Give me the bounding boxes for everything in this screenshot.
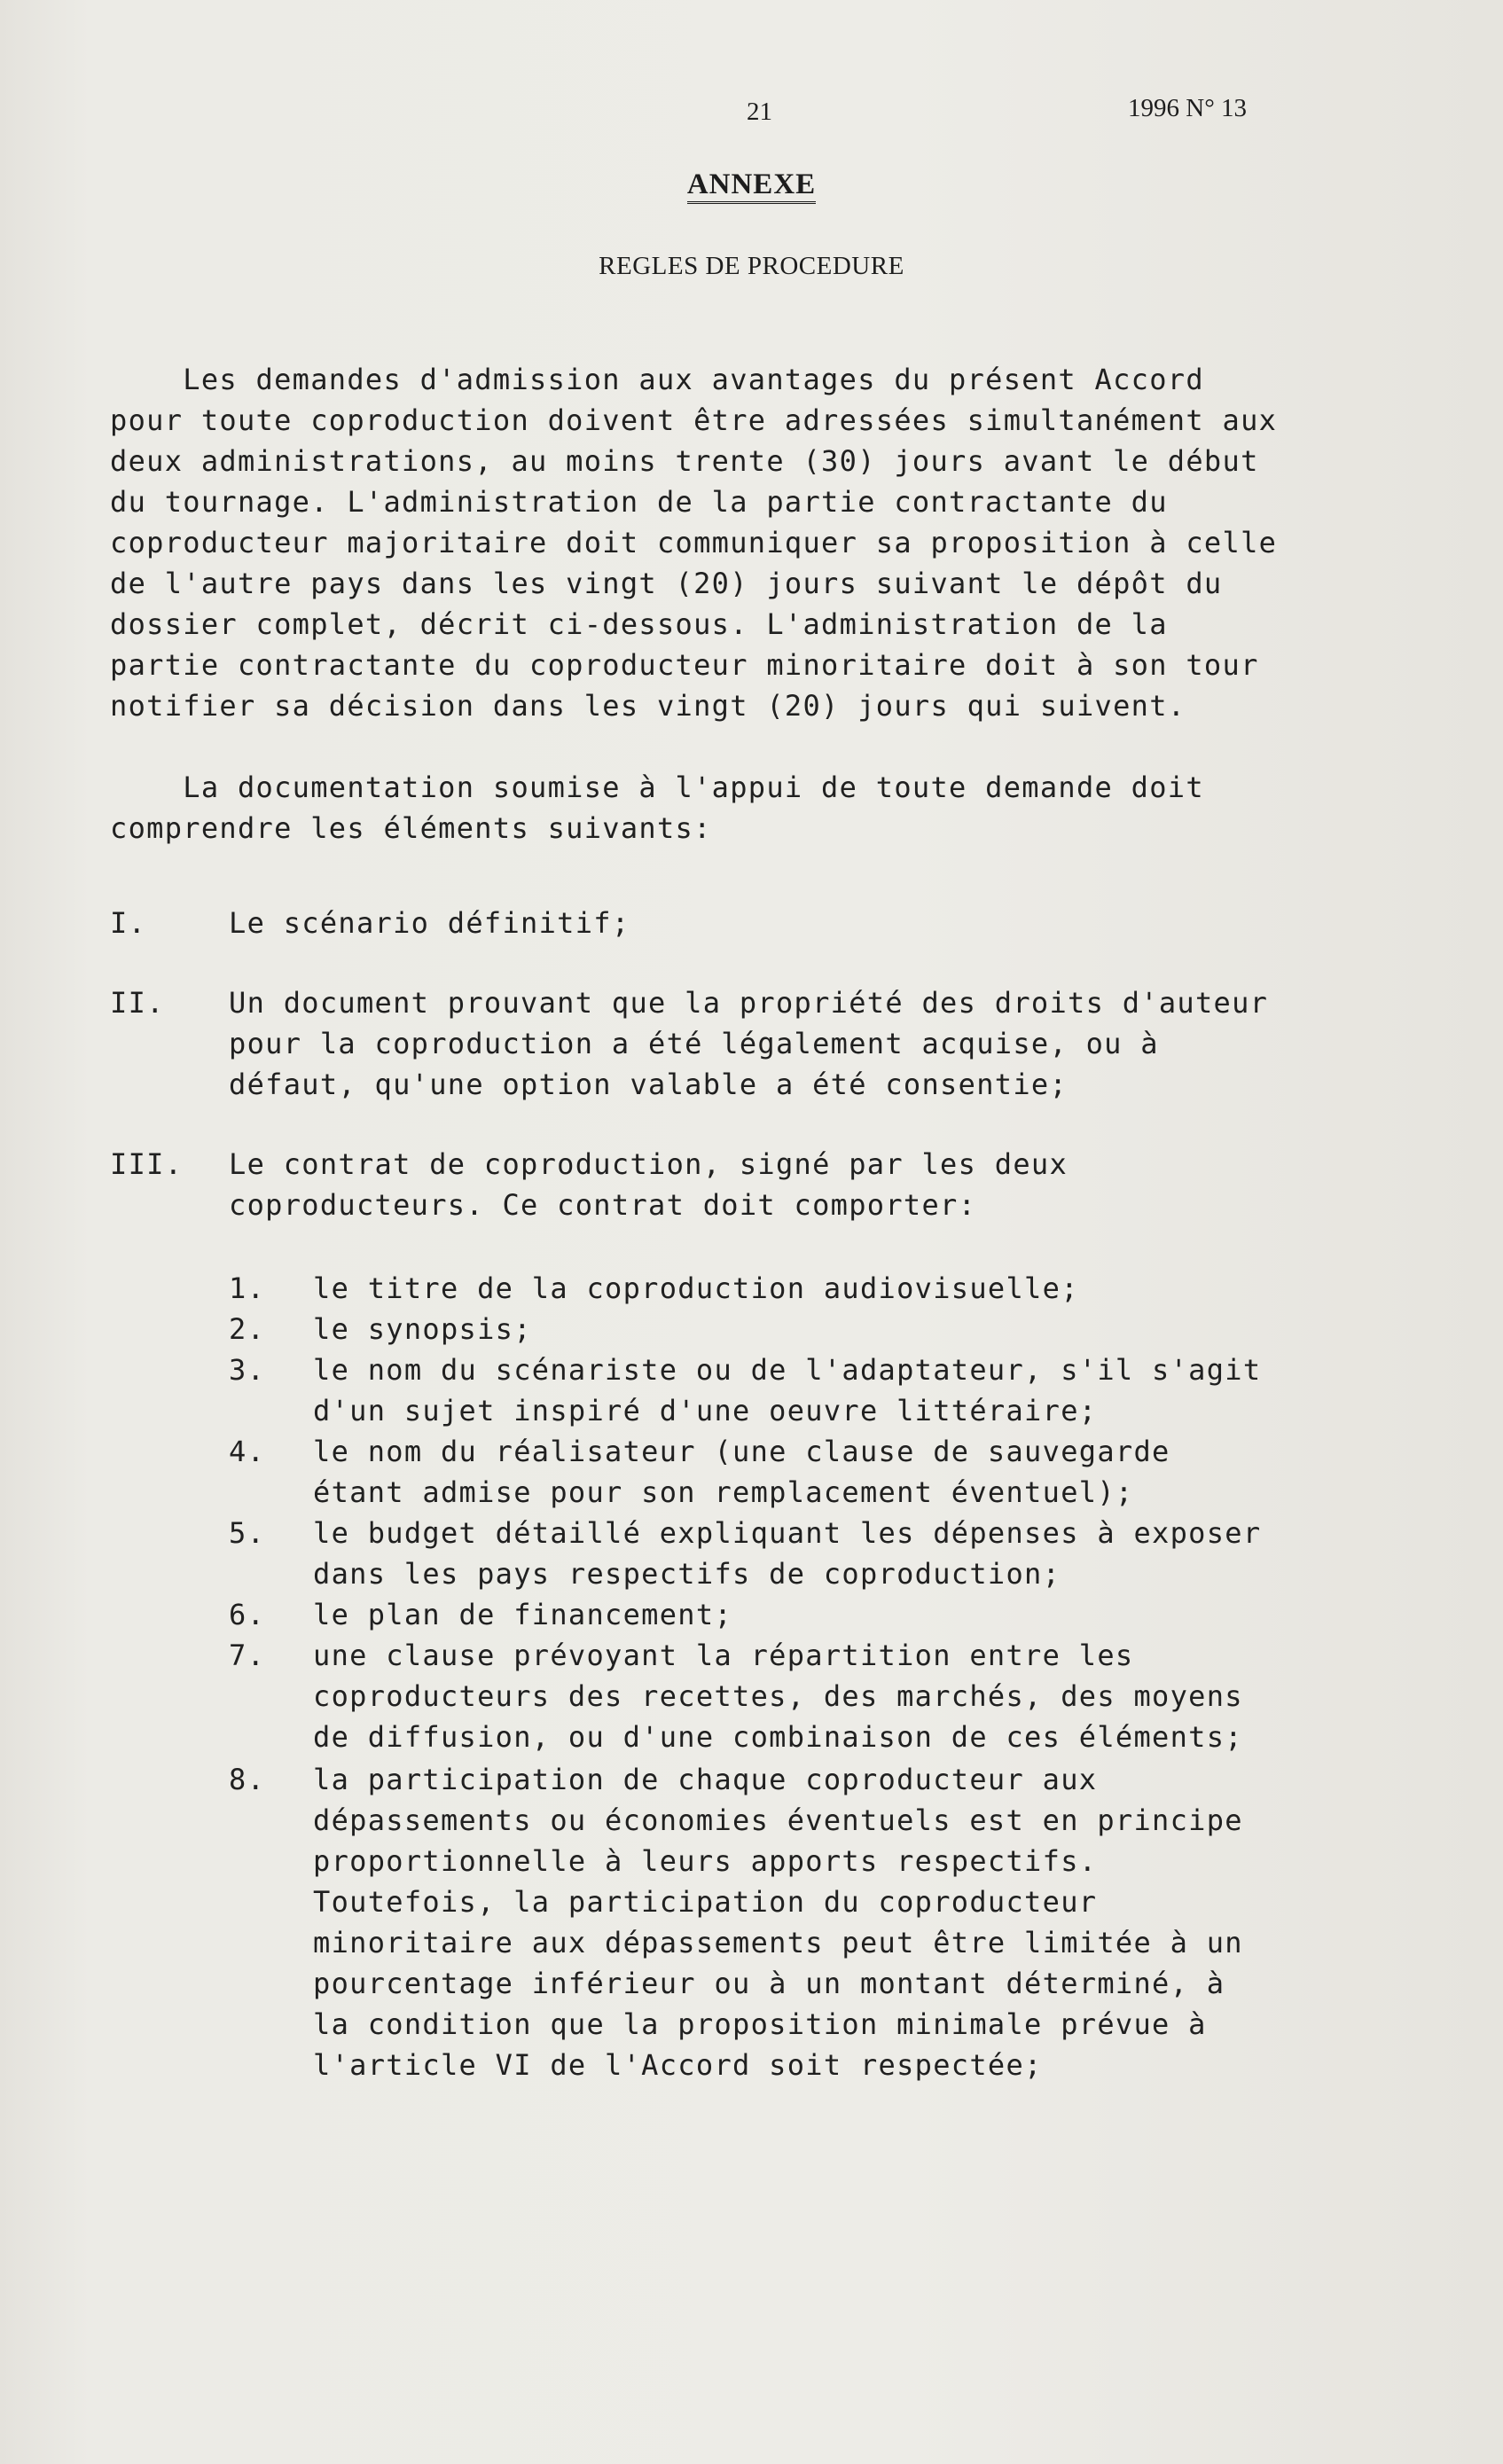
sub-item-line: coproducteurs des recettes, des marchés, des moyens bbox=[313, 1679, 1243, 1713]
paragraph-intro bbox=[110, 359, 1422, 726]
page-header bbox=[0, 89, 1503, 133]
item-line: Le scénario définitif; bbox=[229, 906, 630, 940]
sub-item-line: le titre de la coproduction audiovisuelle; bbox=[313, 1271, 1079, 1305]
sub-item-number: 1. bbox=[229, 1271, 266, 1305]
item-line: Un document prouvant que la propriété des droits d'auteur bbox=[229, 986, 1269, 1020]
sub-item-number: 6. bbox=[229, 1598, 266, 1631]
sub-item-number: 5. bbox=[229, 1516, 266, 1550]
paragraph-line: deux administrations, au moins trente (30) jours avant le début bbox=[110, 444, 1259, 478]
sub-item-number: 2. bbox=[229, 1312, 266, 1346]
item-line: coproducteurs. Ce contrat doit comporter: bbox=[229, 1188, 977, 1222]
paragraph-line: coproducteur majoritaire doit communiquer sa proposition à celle bbox=[110, 526, 1278, 559]
paragraph-documentation bbox=[110, 767, 1422, 849]
sub-item-line: une clause prévoyant la répartition entre les bbox=[313, 1639, 1134, 1672]
sub-item-line: pourcentage inférieur ou à un montant déterminé, à bbox=[313, 1967, 1225, 2000]
sub-item-line: le nom du scénariste ou de l'adaptateur, s'il s'agit bbox=[313, 1353, 1262, 1387]
sub-item-line: Toutefois, la participation du coproducteur bbox=[313, 1885, 1098, 1919]
sub-item-line: proportionnelle à leurs apports respectifs. bbox=[313, 1844, 1098, 1878]
item-number: II. bbox=[110, 986, 165, 1020]
sub-item-line: la condition que la proposition minimale prévue à bbox=[313, 2007, 1207, 2041]
page-number: 21 bbox=[747, 98, 772, 126]
paragraph-line: partie contractante du coproducteur minoritaire doit à son tour bbox=[110, 648, 1259, 682]
item-number: I. bbox=[110, 906, 147, 940]
paragraph-line: comprendre les éléments suivants: bbox=[110, 811, 712, 845]
item-number: III. bbox=[110, 1147, 184, 1181]
item-line: Le contrat de coproduction, signé par les deux bbox=[229, 1147, 1069, 1181]
item-line: pour la coproduction a été légalement acquise, ou à bbox=[229, 1027, 1159, 1060]
paragraph-line: du tournage. L'administration de la partie contractante du bbox=[110, 485, 1168, 519]
issue-number: 1996 N° 13 bbox=[1128, 94, 1248, 122]
sub-item-line: le plan de financement; bbox=[313, 1598, 733, 1631]
sub-item-line: la participation de chaque coproducteur aux bbox=[313, 1763, 1098, 1796]
annex-title bbox=[0, 168, 1503, 201]
item-line: défaut, qu'une option valable a été consentie; bbox=[229, 1068, 1069, 1101]
section-subtitle: REGLES DE PROCEDURE bbox=[599, 252, 904, 280]
sub-item-number: 8. bbox=[229, 1763, 266, 1796]
paragraph-line: La documentation soumise à l'appui de toute demande doit bbox=[110, 770, 1204, 804]
sub-item-line: dépassements ou économies éventuels est en principe bbox=[313, 1803, 1243, 1837]
paragraph-line: pour toute coproduction doivent être adressées simultanément aux bbox=[110, 403, 1278, 437]
sub-item-line: d'un sujet inspiré d'une oeuvre littéraire; bbox=[313, 1394, 1098, 1428]
paragraph-line: de l'autre pays dans les vingt (20) jours suivant le dépôt du bbox=[110, 567, 1223, 600]
sub-item-number: 4. bbox=[229, 1435, 266, 1468]
annex-title-text: ANNEXE bbox=[687, 168, 816, 204]
sub-item-number: 7. bbox=[229, 1639, 266, 1672]
sub-item-number: 3. bbox=[229, 1353, 266, 1387]
sub-item-line: le budget détaillé expliquant les dépenses à exposer bbox=[313, 1516, 1262, 1550]
paragraph-line: Les demandes d'admission aux avantages du présent Accord bbox=[110, 363, 1204, 396]
sub-item-line: l'article VI de l'Accord soit respectée; bbox=[313, 2048, 1043, 2082]
sub-item-line: étant admise pour son remplacement éventuel); bbox=[313, 1475, 1134, 1509]
sub-item-line: dans les pays respectifs de coproduction; bbox=[313, 1557, 1061, 1591]
sub-item-line: minoritaire aux dépassements peut être limitée à un bbox=[313, 1926, 1243, 1959]
paragraph-line: dossier complet, décrit ci-dessous. L'administration de la bbox=[110, 607, 1168, 641]
sub-item-line: le nom du réalisateur (une clause de sauvegarde bbox=[313, 1435, 1170, 1468]
sub-item-line: de diffusion, ou d'une combinaison de ces éléments; bbox=[313, 1720, 1243, 1754]
sub-item-line: le synopsis; bbox=[313, 1312, 532, 1346]
paragraph-line: notifier sa décision dans les vingt (20) jours qui suivent. bbox=[110, 689, 1186, 723]
